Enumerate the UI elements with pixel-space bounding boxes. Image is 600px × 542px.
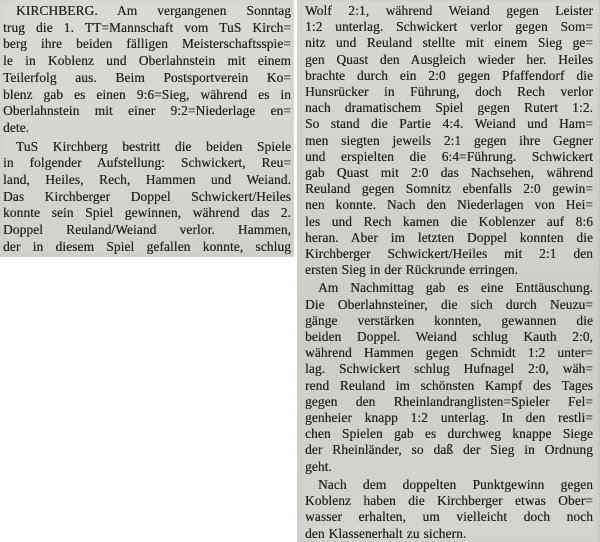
text-line: Koblenz haben die Kirchberger etwas Ober= <box>305 493 593 509</box>
paragraph <box>305 477 593 542</box>
text-line: trug die 1. TT=Mannschaft vom TuS Kirch= <box>3 19 291 35</box>
text-line: und erspielten die 6:4=Führung. Schwickert <box>305 148 593 164</box>
text-line: den Klassenerhalt zu sichern. <box>305 525 467 541</box>
text-line: KIRCHBERG. Am vergangenen Sonntag <box>16 3 291 18</box>
text-line: lag. Schwickert schlug Hufnagel 2:0, wäh= <box>305 361 593 377</box>
text-line: brachte durch ein 2:0 gegen Pfaffendorf die <box>305 67 593 83</box>
text-line: beiden Doppel. Weiand schlug Kauth 2:0, <box>305 329 593 345</box>
text-line: der Rheinländer, so daß der Sieg in Ordnung <box>305 442 593 458</box>
text-line: Nach dem doppelten Punktgewinn gegen <box>318 476 593 492</box>
text-line: le in Koblenz und Oberlahnstein mit einem <box>3 53 291 69</box>
text-line: Reuland gegen Somnitz ebenfalls 2:0 gewin= <box>305 181 593 197</box>
paragraph <box>305 3 593 278</box>
text-line: chen Spielen gab es durchweg knappe Siege <box>305 426 593 442</box>
text-line: TuS Kirchberg bestritt die beiden Spiele <box>16 138 291 154</box>
text-line: berg ihre beiden fälligen Meisterschaftsspie= <box>3 36 291 52</box>
text-line: Wolf 2:1, während Weiand gegen Leister <box>305 3 593 18</box>
text-line: wasser erhalten, um vielleicht doch noch <box>305 509 593 525</box>
paragraph <box>305 280 593 474</box>
text-line: les und Rech kamen die Koblenzer auf 8:6 <box>305 213 593 229</box>
text-line: Die Oberlahnsteiner, die sich durch Neuzu= <box>305 296 593 312</box>
text-line: gegen den Rheinlandranglisten=Spieler Fel= <box>305 393 593 409</box>
text-line: men siegten jeweils 2:1 gegen ihre Gegner <box>305 132 593 148</box>
text-line: gänge verstärken konnten, gewannen die <box>305 312 593 328</box>
text-line: land, Heiles, Rech, Hammen und Weiand. <box>3 172 291 188</box>
text-line: gab Quast mit 2:0 das Nachsehen, während <box>305 165 593 181</box>
text-line: nach dramatischem Spiel gegen Rutert 1:2. <box>305 100 593 116</box>
text-line: So stand die Partie 4:4. Weiand und Ham= <box>305 116 593 132</box>
text-line: genheier knapp 1:2 unterlag. In den restli= <box>305 410 593 426</box>
column-right <box>297 0 600 542</box>
text-line: nen konnte. Nach den Niederlagen von Hei= <box>305 197 593 213</box>
text-line: Teilerfolg aus. Beim Postsportverein Ko= <box>3 69 291 85</box>
text-line: Am Nachmittag gab es eine Enttäuschung. <box>318 280 593 296</box>
text-line: heran. Aber im letzten Doppel konnten die <box>305 229 593 245</box>
text-line: blenz gab es einen 9:6=Sieg, während es in <box>3 86 291 102</box>
text-line: 1:2 unterlag. Schwickert verlor gegen Som= <box>305 19 593 35</box>
text-line: Doppel Reuland/Weiand verlor. Hammen, <box>3 222 291 238</box>
text-line: der in diesem Spiel gefallen konnte, schlug <box>3 238 291 254</box>
text-line: ersten Sieg in der Rückrunde erringen. <box>305 262 519 278</box>
text-line: rend Reuland im schönsten Kampf des Tages <box>305 377 593 393</box>
text-line: gen Quast den Ausgleich wieder her. Heiles <box>305 51 593 67</box>
paragraph <box>3 3 291 137</box>
text-line: Oberlahnstein mit einer 9:2=Niederlage en= <box>3 103 291 119</box>
text-line: in folgender Aufstellung: Schwickert, Reu= <box>3 155 291 171</box>
text-line: konnte sein Spiel gewinnen, während das 2. <box>3 205 291 221</box>
text-line: Kirchberger Schwickert/Heiles mit 2:1 den <box>305 246 593 262</box>
text-line: Hunsrücker in Führung, doch Rech verlor <box>305 84 593 100</box>
text-line: Das Kirchberger Doppel Schwickert/Heiles <box>3 188 291 204</box>
text-line: geht. <box>305 458 332 474</box>
paragraph <box>3 139 291 256</box>
text-line: während Hammen gegen Schmidt 1:2 unter= <box>305 345 593 361</box>
column-left <box>0 0 294 257</box>
text-line: dete. <box>3 119 30 135</box>
text-line: nitz und Reuland stellte mit einem Sieg ge= <box>305 35 593 51</box>
